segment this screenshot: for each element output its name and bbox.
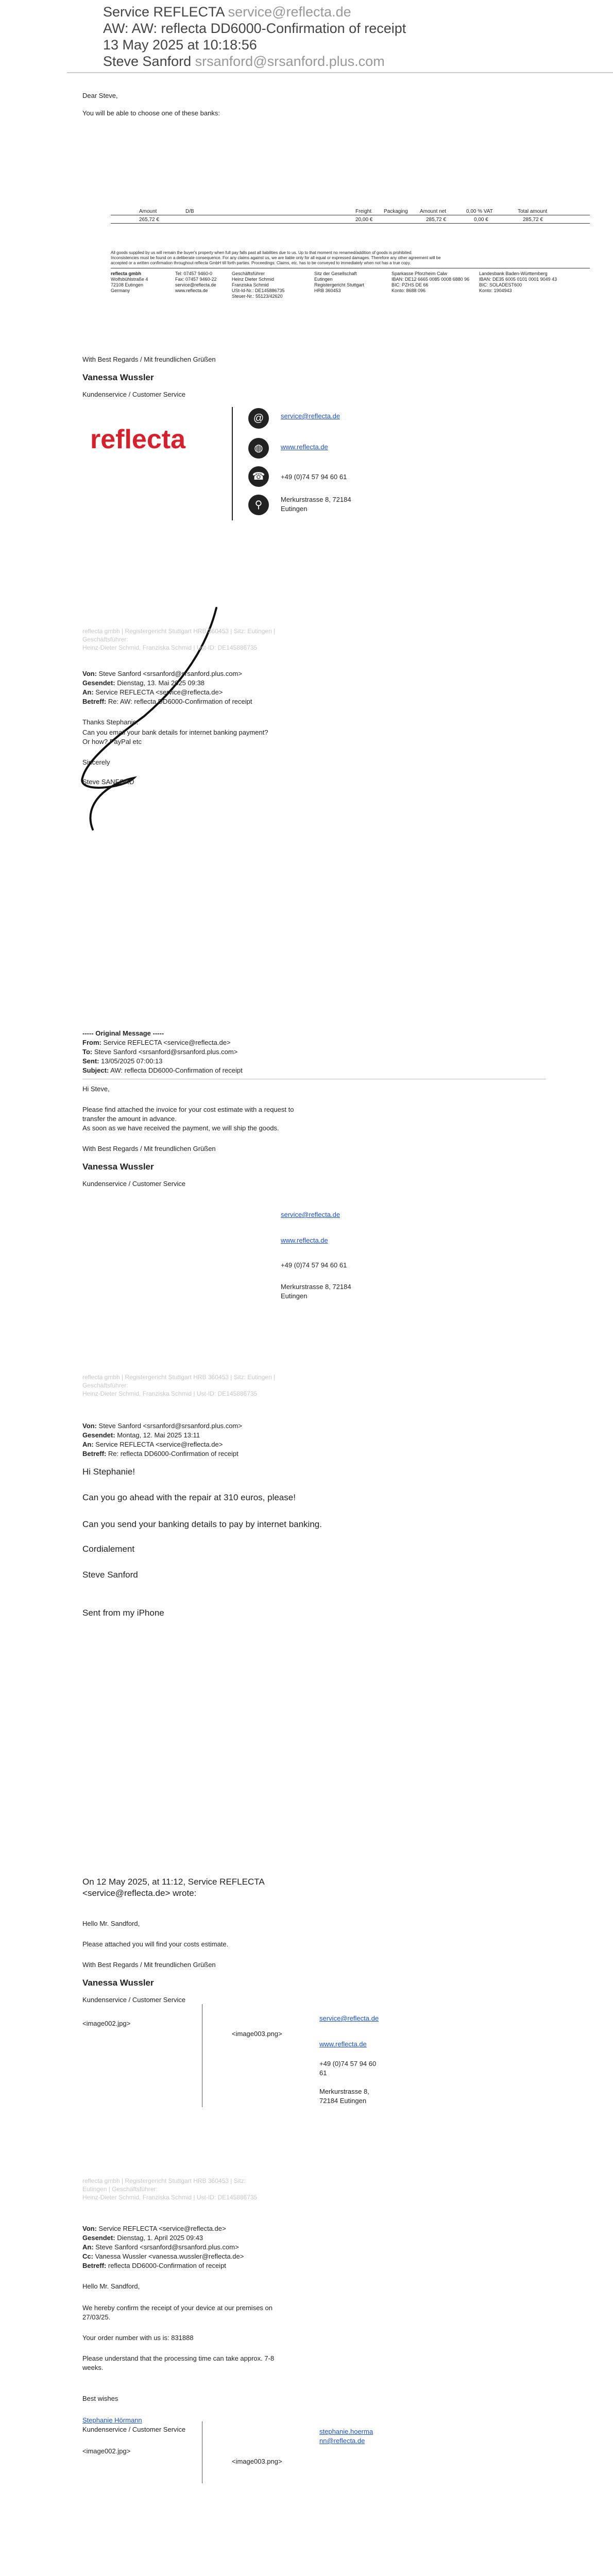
signature-role: Kundenservice / Customer Service [82, 1180, 186, 1188]
signature-email-link[interactable]: service@reflecta.de [281, 412, 340, 420]
cell-value: 0,00 € [474, 217, 488, 223]
signature-address: 72184 Eutingen [319, 2097, 367, 2105]
signature-phone: 61 [319, 2069, 327, 2077]
quoted-body: Steve Sanford [82, 1570, 138, 1580]
reflecta-logo [90, 422, 224, 459]
company-footer: Heinz-Dieter Schmid, Franziska Schmid | Ust-ID: DE145886735 [82, 2194, 258, 2201]
company-footer: Geschäftsführer: [82, 1382, 128, 1389]
footer-company: reflecta gmbh Wolfsbühlstraße 4 72108 Eutingen Germany [111, 271, 148, 293]
quoted-from: From: Service REFLECTA <service@reflecta.de> [82, 1039, 231, 1046]
quoted-attribution: On 12 May 2025, at 11:12, Service REFLECTA [82, 1877, 265, 1887]
quoted-body: Sincerely [82, 758, 110, 766]
svg-text:reflecta: reflecta [90, 425, 185, 454]
quoted-subject: Betreff: Re: AW: reflecta DD6000-Confirmation of receipt [82, 698, 252, 705]
signature-name: Vanessa Wussler [82, 1978, 154, 1988]
signature-role: Kundenservice / Customer Service [82, 1996, 186, 2004]
original-message-divider: ----- Original Message ----- [82, 1029, 164, 1037]
subject-value: AW: AW: reflecta DD6000-Confirmation of receipt [103, 21, 406, 36]
signature-name: Vanessa Wussler [82, 372, 154, 382]
quoted-body: Please attached you will find your costs estimate. [82, 1940, 229, 1948]
footer-management: Geschäftsführer Heinz Dieter Schmid Franziska Schmid USt-Id-Nr.: DE145886735 Steuer-Nr.: 55123/42620 [232, 271, 285, 299]
col-header: Packaging [384, 209, 408, 214]
from-name: Service REFLECTA [103, 4, 225, 20]
quoted-sent: Gesendet: Montag, 12. Mai 2025 13:11 [82, 1431, 200, 1439]
to-name: Steve Sanford [103, 54, 192, 69]
signature-phone: +49 (0)74 57 94 60 61 [281, 473, 347, 481]
signature-address: Eutingen [281, 1292, 308, 1300]
invoice-table [111, 209, 590, 240]
table-rule [111, 223, 590, 224]
signature-address: Eutingen [281, 505, 308, 513]
quoted-to: To: Steve Sanford <srsanford@srsanford.plus.com> [82, 1048, 238, 1056]
quoted-body: Hi Stephanie! [82, 1467, 135, 1477]
header-divider [67, 72, 613, 73]
signature-address: Merkurstrasse 8, 72184 [281, 1283, 351, 1291]
body-text: You will be able to choose one of these banks: [82, 109, 220, 117]
quoted-body: Sent from my iPhone [82, 1608, 164, 1618]
signature-name-link[interactable]: Stephanie Hörmann [82, 2416, 142, 2424]
regards: With Best Regards / Mit freundlichen Grüßen [82, 1961, 216, 1969]
quoted-sent: Gesendet: Dienstag, 1. April 2025 09:43 [82, 2234, 203, 2242]
signature-email-link[interactable]: service@reflecta.de [281, 1211, 340, 1218]
from-email: service@reflecta.de [228, 4, 351, 20]
quoted-body: Your order number with us is: 831888 [82, 2334, 194, 2342]
quoted-sent: Sent: 13/05/2025 07:00:13 [82, 1057, 163, 1065]
attribution-email-link[interactable]: service@reflecta.de [87, 1888, 165, 1898]
to-email: srsanford@srsanford.plus.com [195, 54, 385, 69]
signature-name: Vanessa Wussler [82, 1162, 154, 1172]
quoted-body: Hi Steve, [82, 1085, 110, 1093]
quoted-body: transfer the amount in advance. [82, 1115, 177, 1123]
signature-phone: +49 (0)74 57 94 60 [319, 2060, 377, 2067]
invoice-note: Inconsistencies must be found on a deliberate consequence. For any claims against us, we are liable only for all equal or expressed damages. Therefore any other agreement will be [111, 256, 441, 260]
quoted-subject: Betreff: reflecta DD6000-Confirmation of receipt [82, 2262, 226, 2269]
quoted-body: 27/03/25. [82, 2313, 111, 2321]
signature-role: Kundenservice / Customer Service [82, 391, 186, 398]
to-value[interactable] [103, 54, 385, 69]
date-value: 13 May 2025 at 10:18:56 [103, 37, 257, 53]
quoted-body: Hello Mr. Sandford, [82, 2282, 140, 2290]
quoted-body: weeks. [82, 2364, 104, 2371]
signature-divider [232, 407, 233, 520]
cell-value: 285,72 € [426, 217, 446, 223]
col-header: Freight [355, 209, 372, 214]
invoice-note: accepted or a written confirmation throughout reflecta GmbH till forth parties. Proceedings: Claims, etc. has to be conveyed to immediately when not has a true copy. [111, 261, 411, 265]
quoted-subject: Subject: AW: reflecta DD6000-Confirmation of receipt [82, 1066, 243, 1074]
col-header: Amount [139, 209, 157, 214]
signature-web-link[interactable]: www.reflecta.de [281, 443, 328, 451]
quoted-body: As soon as we have received the payment, we will ship the goods. [82, 1124, 279, 1132]
quoted-body: Can you send your banking details to pay by internet banking. [82, 1519, 322, 1529]
quoted-to: An: Service REFLECTA <service@reflecta.de> [82, 688, 223, 696]
signature-phone: +49 (0)74 57 94 60 61 [281, 1261, 347, 1269]
quoted-body: Steve SANFORD [82, 778, 134, 786]
quoted-from: Von: Steve Sanford <srsanford@srsanford.plus.com> [82, 1422, 242, 1430]
company-footer: reflecta gmbh | Registergericht Stuttgart HRB 360453 | Sitz: Eutingen | [82, 1374, 276, 1381]
quoted-body: Please find attached the invoice for your cost estimate with a request to [82, 1106, 294, 1113]
image-placeholder: <image003.png> [232, 2458, 282, 2465]
signature-web-link[interactable]: www.reflecta.de [319, 2040, 367, 2048]
quoted-body: Cordialement [82, 1544, 135, 1554]
signature-web-link[interactable]: www.reflecta.de [281, 1236, 328, 1244]
email-header [0, 0, 613, 72]
quoted-body: Please understand that the processing time can take approx. 7-8 [82, 2354, 275, 2362]
col-header: D/B [185, 209, 194, 214]
company-footer: Geschäftsführer: [82, 636, 128, 643]
quoted-to: An: Steve Sanford <srsanford@srsanford.plus.com> [82, 2243, 239, 2251]
quoted-to: An: Service REFLECTA <service@reflecta.de> [82, 1440, 223, 1448]
footer-bank2: Landesbank Baden-Württemberg IBAN: DE35 6005 0101 0001 9049 43 BIC: SOLADEST600 Konto: 1904943 [479, 271, 557, 293]
cell-value: 20,00 € [355, 217, 373, 223]
signature-email-link[interactable]: nn@reflecta.de [319, 2437, 365, 2445]
quoted-body: Best wishes [82, 2395, 118, 2402]
footer-registry: Sitz der Gesellschaft Eutingen Registergericht Stuttgart HRB 360453 [314, 271, 365, 293]
col-header: Total amount [518, 209, 548, 214]
regards: With Best Regards / Mit freundlichen Grüßen [82, 355, 216, 363]
signature-email-link[interactable]: stephanie.hoerma [319, 2428, 373, 2435]
location-pin-icon: ⚲ [248, 495, 269, 515]
quoted-body: We hereby confirm the receipt of your device at our premises on [82, 2304, 273, 2312]
company-footer: reflecta gmbh | Registergericht Stuttgart HRB 360453 | Sitz: [82, 2177, 246, 2184]
col-header: Amount net [420, 209, 447, 214]
quoted-from: Von: Steve Sanford <srsanford@srsanford.plus.com> [82, 670, 242, 677]
phone-icon: ☎ [248, 466, 269, 487]
email-icon: @ [248, 408, 269, 429]
signature-email-link[interactable]: service@reflecta.de [319, 2014, 379, 2022]
regards: With Best Regards / Mit freundlichen Grüßen [82, 1145, 216, 1153]
signature-role: Kundenservice / Customer Service [82, 2426, 186, 2433]
footer-contact: Tel: 07457 9460-0 Fax: 07457 9460-22 service@reflecta.de www.reflecta.de [175, 271, 217, 293]
company-footer: Eutingen | Geschäftsführer: [82, 2185, 158, 2193]
globe-icon: ◍ [248, 438, 269, 459]
quoted-body: Hello Mr. Sandford, [82, 1920, 140, 1927]
cell-value: 265,72 € [139, 217, 159, 223]
quoted-body: Or how? PayPal etc [82, 738, 142, 745]
image-placeholder: <image003.png> [232, 2030, 282, 2038]
quoted-subject: Betreff: Re: reflecta DD6000-Confirmation of receipt [82, 1450, 239, 1458]
signature-address: Merkurstrasse 8, 72184 [281, 496, 351, 503]
invoice-note: All goods supplied by us will remain the buyer's property when full pay falls past all liabilities due to us. Up to that moment no renamed/addition of goods is prohibited. [111, 250, 413, 255]
image-placeholder: <image002.jpg> [82, 2020, 131, 2027]
company-footer: Heinz-Dieter Schmid, Franziska Schmid | Ust-ID: DE145886735 [82, 644, 258, 651]
quoted-body: Can you go ahead with the repair at 310 euros, please! [82, 1493, 296, 1502]
image-placeholder: <image002.jpg> [82, 2447, 131, 2455]
quoted-from: Von: Service REFLECTA <service@reflecta.de> [82, 2225, 226, 2232]
greeting: Dear Steve, [82, 92, 118, 99]
footer-bank1: Sparkasse Pforzheim Calw IBAN: DE12 6665 0085 0008 6880 96 BIC: PZHS DE 66 Konto: 8688 096 [391, 271, 470, 293]
quoted-attribution: <service@reflecta.de> wrote: [82, 1888, 197, 1898]
quoted-sent: Gesendet: Dienstag, 13. Mai 2025 09:38 [82, 679, 205, 687]
quoted-cc: Cc: Vanessa Wussler <vanessa.wussler@reflecta.de> [82, 2252, 244, 2260]
quoted-body: Can you email your bank details for internet banking payment? [82, 728, 268, 736]
cell-value: 285,72 € [523, 217, 543, 223]
company-footer: reflecta gmbh | Registergericht Stuttgart HRB 360453 | Sitz: Eutingen | [82, 628, 276, 635]
from-value[interactable] [103, 4, 351, 20]
quoted-body: Thanks Stephanie. [82, 718, 139, 726]
signature-address: Merkurstrasse 8, [319, 2088, 369, 2095]
company-footer: Heinz-Dieter Schmid, Franziska Schmid | Ust-ID: DE145886735 [82, 1390, 258, 1397]
col-header: 0,00 % VAT [466, 209, 493, 214]
